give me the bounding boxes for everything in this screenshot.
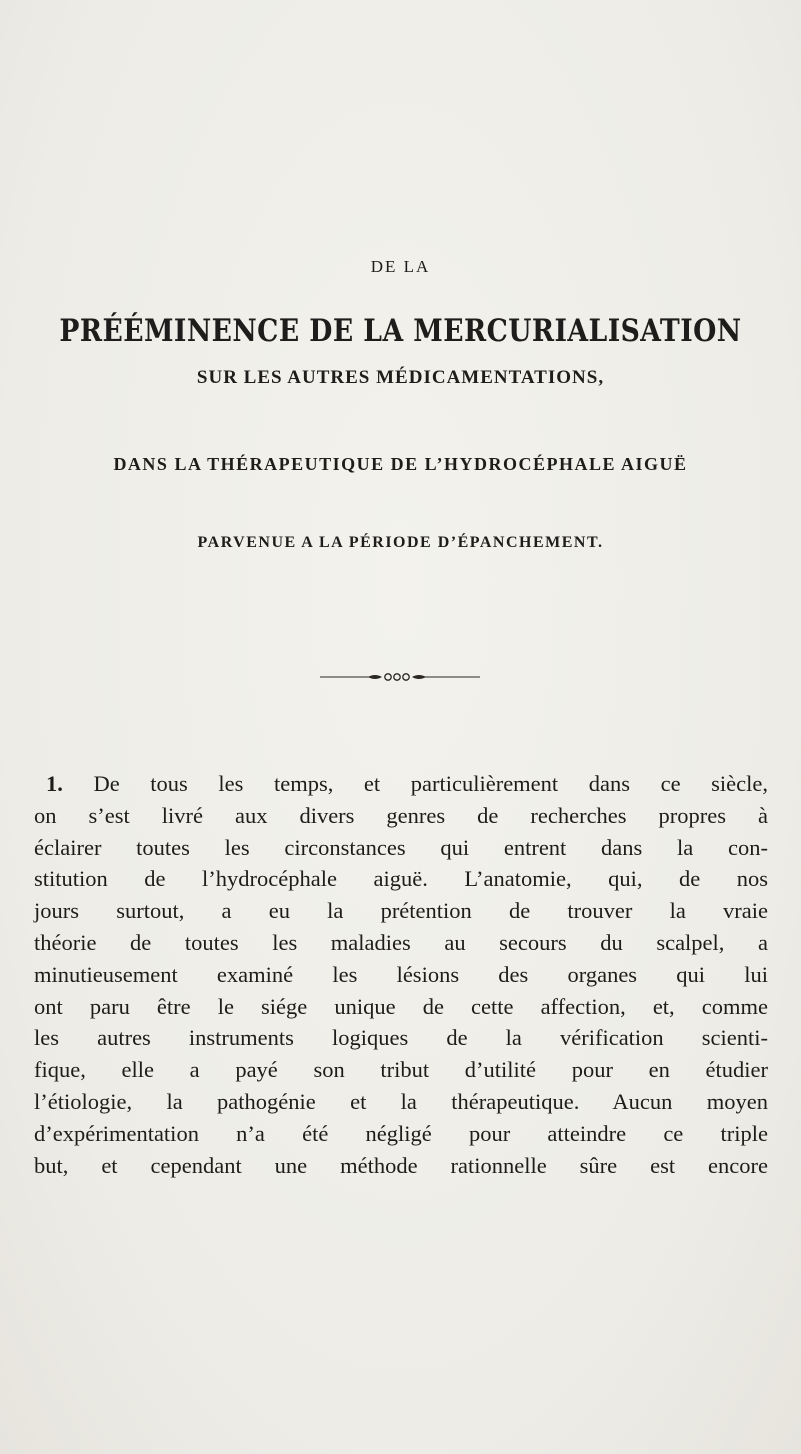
text-line: d’expérimentation n’a été négligé pour atteindre ce triple bbox=[34, 1120, 768, 1146]
heading-de-la: DE LA bbox=[370, 257, 431, 276]
text-line: éclairer toutes les circonstances qui entrent dans la con- bbox=[34, 834, 768, 860]
text-line: fique, elle a payé son tribut d’utilité pour en étudier bbox=[34, 1057, 768, 1083]
text-line-content: De tous les temps, et particulièrement dans ce siècle, bbox=[93, 771, 768, 796]
text-line: les autres instruments logiques de la vérification scienti- bbox=[34, 1025, 768, 1051]
text-line: jours surtout, a eu la prétention de trouver la vraie bbox=[34, 898, 768, 924]
main-title: PRÉÉMINENCE DE LA MERCURIALISATION bbox=[59, 313, 742, 349]
subtitle-line-3: PARVENUE A LA PÉRIODE D’ÉPANCHEMENT. bbox=[197, 534, 604, 551]
text-line bbox=[34, 768, 768, 800]
text-line: stitution de l’hydrocéphale aiguë. L’anatomie, qui, de nos bbox=[34, 866, 768, 892]
paragraph-1 bbox=[34, 768, 768, 1181]
subtitle-line-1: SUR LES AUTRES MÉDICAMENTATIONS, bbox=[196, 367, 605, 388]
text-line: l’étiologie, la pathogénie et la thérapeutique. Aucun moyen bbox=[34, 1088, 768, 1114]
subtitle-line-2: DANS LA THÉRAPEUTIQUE DE L’HYDROCÉPHALE AIGUË bbox=[113, 454, 688, 474]
text-line: minutieusement examiné les lésions des organes qui lui bbox=[34, 961, 768, 987]
text-line: on s’est livré aux divers genres de recherches propres à bbox=[34, 802, 768, 828]
paragraph-number: 1. bbox=[46, 771, 63, 796]
text-line: théorie de toutes les maladies au secours du scalpel, a bbox=[34, 929, 768, 955]
text-line: but, et cependant une méthode rationnelle sûre est encore bbox=[34, 1152, 768, 1178]
decorative-divider-icon bbox=[320, 670, 480, 684]
text-line: ont paru être le siége unique de cette affection, et, comme bbox=[34, 993, 768, 1019]
